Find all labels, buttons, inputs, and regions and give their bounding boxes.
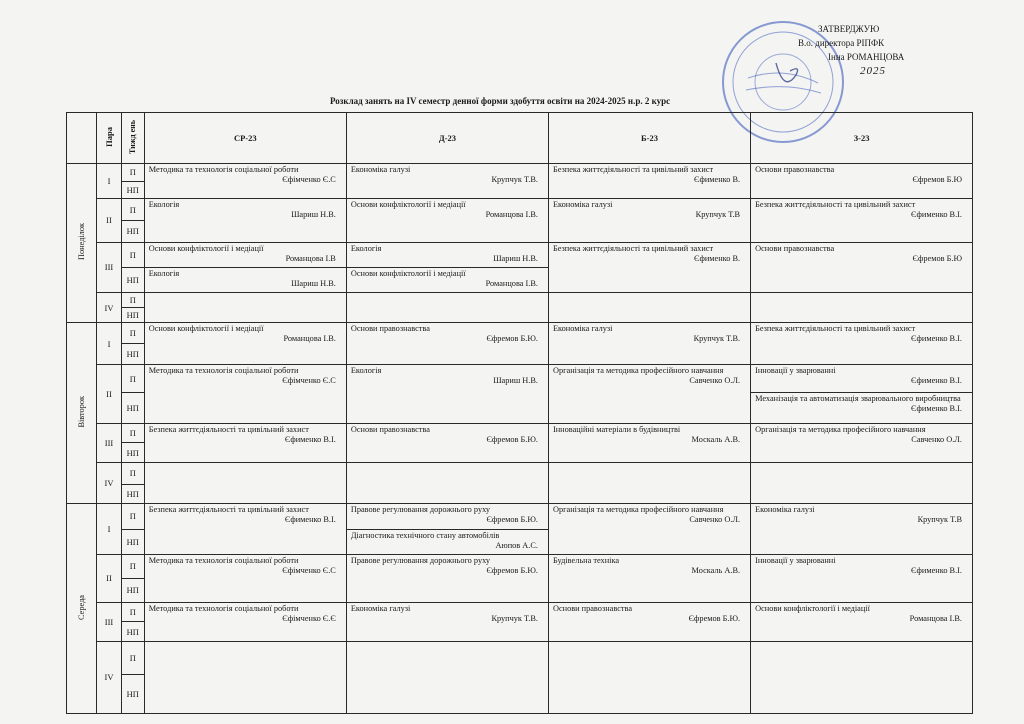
schedule-table bbox=[66, 112, 973, 714]
lesson-cell: Екологія Шариш Н.В. bbox=[346, 364, 548, 423]
week-type: НП bbox=[121, 308, 144, 323]
approval-name: Інна РОМАНЦОВА bbox=[828, 52, 905, 62]
lesson-cell: Методика та технологія соціальної роботи Єфімченко Є.С bbox=[144, 364, 346, 423]
week-type: НП bbox=[121, 344, 144, 365]
week-type: НП bbox=[121, 578, 144, 602]
lesson-cell: Основи конфліктології і медіації Романцова І.В. bbox=[751, 602, 973, 641]
pair-number: II bbox=[97, 554, 122, 602]
pair-number: I bbox=[97, 323, 122, 364]
lesson-cell: Механізація та автоматизація зварювального виробництва Єфименко В.І. bbox=[751, 393, 973, 424]
empty-cell bbox=[751, 463, 973, 504]
lesson-cell: Безпека життєдіяльності та цивільний захист Єфименко В.І. bbox=[144, 504, 346, 554]
week-type: НП bbox=[121, 622, 144, 642]
day-label: Понеділок bbox=[67, 164, 97, 323]
lesson-cell: Економіка галузі Крупчук Т.В. bbox=[346, 602, 548, 641]
page-title: Розклад занять на IV семестр денної форми здобуття освіти на 2024-2025 н.р. 2 курс bbox=[330, 96, 671, 106]
day-label: Середа bbox=[67, 504, 97, 714]
week-type: П bbox=[121, 602, 144, 622]
lesson-cell: Методика та технологія соціальної роботи Єфімченко Є.С bbox=[144, 554, 346, 602]
pair-number: III bbox=[97, 423, 122, 462]
week-type: П bbox=[121, 423, 144, 443]
lesson-cell: Основи конфліктології і медіації Романцова І.В. bbox=[346, 267, 548, 292]
header-row bbox=[67, 113, 973, 164]
lesson-cell: Будівельна техніка Москаль А.В. bbox=[548, 554, 750, 602]
week-type: П bbox=[121, 292, 144, 307]
pair-number: IV bbox=[97, 463, 122, 504]
lesson-cell: Організація та методика професійного навчання Савченко О.Л. bbox=[548, 504, 750, 554]
empty-cell bbox=[751, 292, 973, 323]
pair-number: IV bbox=[97, 641, 122, 713]
empty-cell bbox=[144, 292, 346, 323]
lesson-cell: Економіка галузі Крупчук Т.В bbox=[548, 199, 750, 243]
week-type: П bbox=[121, 242, 144, 267]
week-type: П bbox=[121, 641, 144, 674]
week-type: НП bbox=[121, 267, 144, 292]
lesson-cell: Основи правознавства Єфремов Б.Ю. bbox=[346, 323, 548, 364]
lesson-cell: Основи правознавства Єфремов Б.Ю. bbox=[548, 602, 750, 641]
week-type: НП bbox=[121, 529, 144, 554]
week-type: НП bbox=[121, 674, 144, 713]
lesson-cell: Основи конфліктології і медіації Романцова І.В bbox=[144, 242, 346, 267]
empty-cell bbox=[144, 641, 346, 713]
week-type: НП bbox=[121, 393, 144, 424]
lesson-cell: Основи правознавства Єфремов Б.Ю. bbox=[346, 423, 548, 462]
lesson-cell: Основи конфліктології і медіації Романцова І.В. bbox=[346, 199, 548, 243]
lesson-cell: Діагностика технічного стану автомобілів Аюпов А.С. bbox=[346, 529, 548, 554]
lesson-cell: Безпека життєдіяльності та цивільний захист Єфименко В.І. bbox=[144, 423, 346, 462]
pair-number: I bbox=[97, 504, 122, 554]
group-header-d23: Д-23 bbox=[346, 113, 548, 164]
empty-cell bbox=[548, 463, 750, 504]
week-type: П bbox=[121, 463, 144, 485]
lesson-cell: Правове регулювання дорожнього руху Єфремов Б.Ю. bbox=[346, 504, 548, 529]
lesson-cell: Методика та технологія соціальної роботи Єфімченко Є.Є bbox=[144, 602, 346, 641]
week-type: П bbox=[121, 323, 144, 344]
lesson-cell: Економіка галузі Крупчук Т.В bbox=[751, 504, 973, 554]
lesson-cell: Організація та методика професійного навчання Савченко О.Л. bbox=[548, 364, 750, 423]
lesson-cell: Екологія Шариш Н.В. bbox=[144, 199, 346, 243]
empty-cell bbox=[548, 641, 750, 713]
week-type: НП bbox=[121, 484, 144, 504]
lesson-cell: Екологія Шариш Н.В. bbox=[346, 242, 548, 267]
approval-block bbox=[798, 22, 948, 78]
empty-cell bbox=[346, 292, 548, 323]
lesson-cell: Екологія Шариш Н.В. bbox=[144, 267, 346, 292]
week-type: П bbox=[121, 554, 144, 578]
lesson-cell: Інновації у зварюванні Єфименко В.І. bbox=[751, 554, 973, 602]
lesson-cell: Безпека життєдіяльності та цивільний захист Єфименко В. bbox=[548, 242, 750, 292]
week-type: НП bbox=[121, 443, 144, 463]
lesson-cell: Безпека життєдіяльності та цивільний захист Єфименко В.І. bbox=[751, 199, 973, 243]
empty-cell bbox=[548, 292, 750, 323]
lesson-cell: Інноваційні матеріали в будівництві Москаль А.В. bbox=[548, 423, 750, 462]
pair-header: Пара bbox=[97, 113, 122, 164]
empty-cell bbox=[346, 641, 548, 713]
lesson-cell: Інновації у зварюванні Єфименко В.І. bbox=[751, 364, 973, 392]
day-label: Вівторок bbox=[67, 323, 97, 504]
week-type: П bbox=[121, 199, 144, 221]
week-type: НП bbox=[121, 220, 144, 242]
lesson-cell: Економіка галузі Крупчук Т.В. bbox=[548, 323, 750, 364]
lesson-cell: Економіка галузі Крупчук Т.В. bbox=[346, 164, 548, 199]
lesson-cell: Правове регулювання дорожнього руху Єфремов Б.Ю. bbox=[346, 554, 548, 602]
pair-number: II bbox=[97, 364, 122, 423]
group-header-z23: З-23 bbox=[751, 113, 973, 164]
week-type: П bbox=[121, 364, 144, 392]
lesson-cell: Методика та технологія соціальної роботи Єфімченко Є.С bbox=[144, 164, 346, 199]
week-header: Тижд ень bbox=[121, 113, 144, 164]
empty-cell bbox=[144, 463, 346, 504]
approval-position: В.о. директора РІПФК bbox=[798, 38, 885, 48]
empty-cell bbox=[751, 641, 973, 713]
lesson-cell: Організація та методика професійного навчання Савченко О.Л. bbox=[751, 423, 973, 462]
lesson-cell: Основи правознавства Єфремов Б.Ю bbox=[751, 242, 973, 292]
lesson-cell: Основи правознавства Єфремов Б.Ю bbox=[751, 164, 973, 199]
week-type: П bbox=[121, 504, 144, 529]
lesson-cell: Безпека життєдіяльності та цивільний захист Єфименко В.І. bbox=[751, 323, 973, 364]
pair-number: II bbox=[97, 199, 122, 243]
pair-number: III bbox=[97, 242, 122, 292]
group-header-b23: Б-23 bbox=[548, 113, 750, 164]
pair-number: IV bbox=[97, 292, 122, 323]
day-header bbox=[67, 113, 97, 164]
approval-year: 2025 bbox=[860, 65, 886, 77]
lesson-cell: Безпека життєдіяльності та цивільний захист Єфименко В. bbox=[548, 164, 750, 199]
week-type: НП bbox=[121, 181, 144, 198]
approval-heading: ЗАТВЕРДЖУЮ bbox=[818, 24, 880, 34]
week-type: П bbox=[121, 164, 144, 181]
group-header-sr23: СР-23 bbox=[144, 113, 346, 164]
pair-number: I bbox=[97, 164, 122, 199]
pair-number: III bbox=[97, 602, 122, 641]
empty-cell bbox=[346, 463, 548, 504]
lesson-cell: Основи конфліктології і медіації Романцова І.В. bbox=[144, 323, 346, 364]
